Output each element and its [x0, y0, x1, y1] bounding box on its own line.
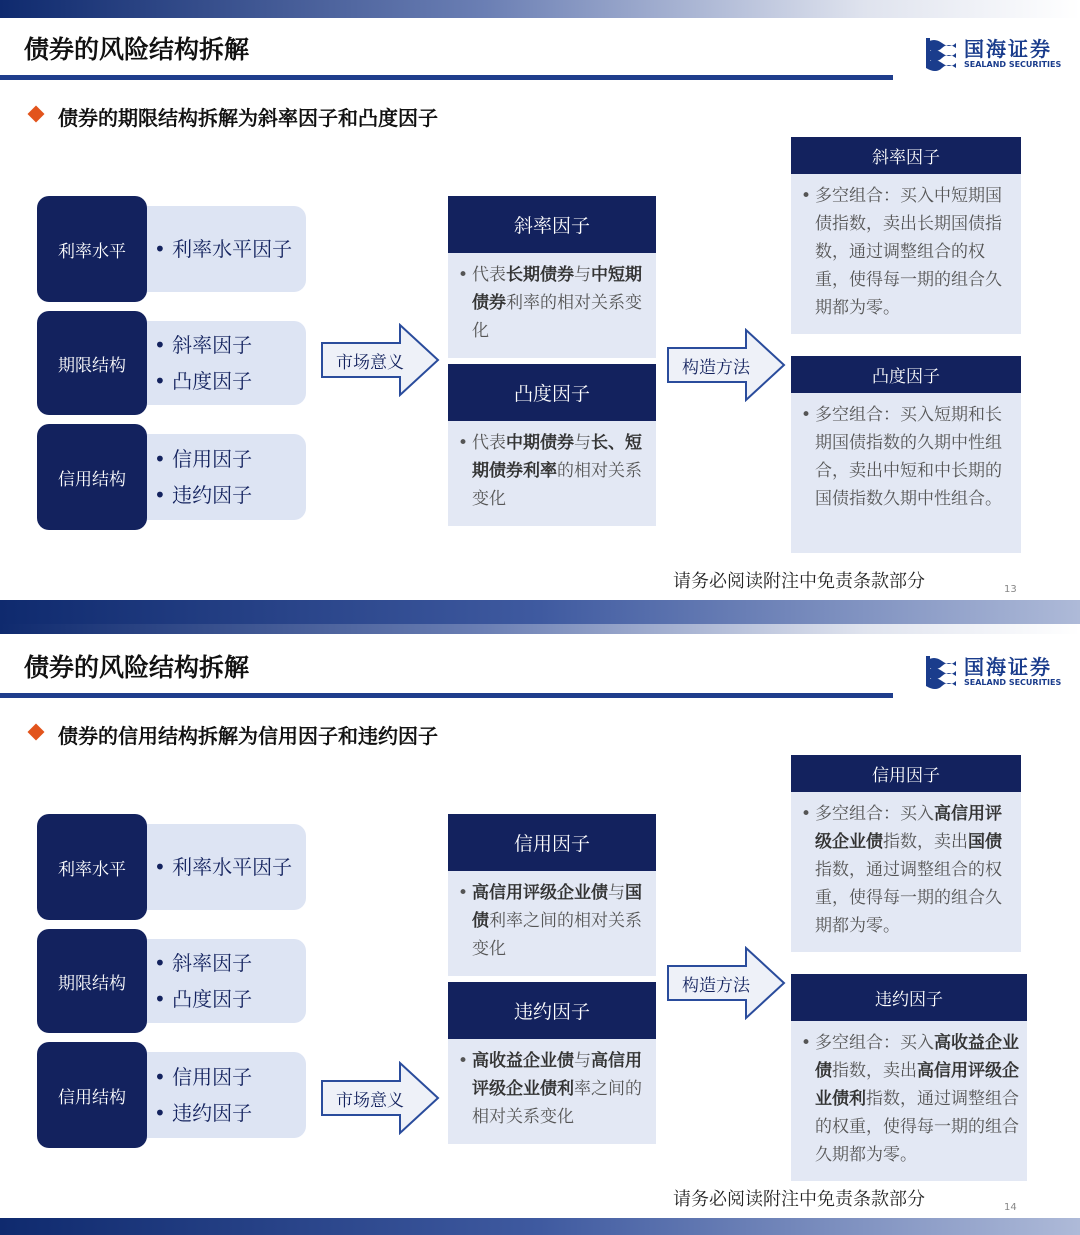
- row-item: • 违约因子: [154, 1101, 253, 1125]
- row-items-credit-structure: [140, 434, 306, 520]
- slide-subtitle: 债券的期限结构拆解为斜率因子和凸度因子: [58, 106, 438, 130]
- row-item: • 凸度因子: [154, 369, 253, 393]
- strategy-desc-slope: • 多空组合：买入中短期国债指数，卖出长期国债指数，通过调整组合的权重，使得每一期的组合久期都为零。: [791, 174, 1021, 334]
- row-items-term-structure: [140, 939, 306, 1023]
- page-number: 14: [1004, 1202, 1017, 1213]
- factor-title-credit: 信用因子: [448, 814, 656, 871]
- slide-title: 债券的风险结构拆解: [24, 35, 250, 64]
- strategy-title-convexity: 凸度因子: [791, 356, 1021, 393]
- market-meaning-label: 市场意义: [336, 1091, 404, 1111]
- title-underline: [0, 75, 893, 80]
- row-item: • 斜率因子: [154, 333, 253, 357]
- logo-english-name: SEALAND SECURITIES: [964, 60, 1062, 69]
- bullet-diamond-icon: [28, 106, 45, 123]
- row-items-rate-level: [140, 824, 306, 910]
- market-meaning-label: 市场意义: [336, 353, 404, 373]
- page-number: 13: [1004, 584, 1017, 595]
- logo-english-name: SEALAND SECURITIES: [964, 678, 1062, 687]
- construction-method-label: 构造方法: [682, 976, 750, 996]
- strategy-desc-convexity: • 多空组合：买入短期和长期国债指数的久期中性组合，卖出中短和中长期的国债指数久期中性组合。: [791, 393, 1021, 553]
- factor-desc-convexity: • 代表中期债券与长、短期债券利率的相对关系变化: [448, 421, 656, 526]
- disclaimer: 请务必阅读附注中免责条款部分: [673, 571, 925, 592]
- slide-title: 债券的风险结构拆解: [24, 653, 250, 682]
- disclaimer: 请务必阅读附注中免责条款部分: [673, 1189, 925, 1210]
- row-item: • 利率水平因子: [154, 855, 293, 879]
- strategy-title-slope: 斜率因子: [791, 137, 1021, 174]
- row-items-credit-structure: [140, 1052, 306, 1138]
- bottom-accent-bar: [0, 1218, 1080, 1235]
- row-item: • 利率水平因子: [154, 237, 293, 261]
- row-item: • 凸度因子: [154, 987, 253, 1011]
- sealand-logo: [920, 651, 1070, 691]
- row-item: • 信用因子: [154, 447, 253, 471]
- row-items-rate-level: [140, 206, 306, 292]
- strategy-title-default: 违约因子: [791, 974, 1027, 1021]
- strategy-desc-default: • 多空组合：买入高收益企业债指数，卖出高信用评级企业债利指数，通过调整组合的权重，使得每一期的组合久期都为零。: [791, 1021, 1027, 1181]
- slide-14: [0, 624, 1080, 1218]
- logo-chinese-name: 国海证券: [964, 37, 1052, 61]
- row-item: • 斜率因子: [154, 951, 253, 975]
- title-underline: [0, 693, 893, 698]
- row-item: • 违约因子: [154, 483, 253, 507]
- slide-13: [0, 0, 1080, 600]
- sealand-emblem-icon: [924, 653, 958, 689]
- factor-desc-slope: • 代表长期债券与中短期债券利率的相对关系变化: [448, 253, 656, 358]
- factor-desc-default: • 高收益企业债与高信用评级企业债利率之间的相对关系变化: [448, 1039, 656, 1144]
- row-items-term-structure: [140, 321, 306, 405]
- factor-title-default: 违约因子: [448, 982, 656, 1039]
- sealand-logo: [920, 33, 1070, 73]
- top-accent-bar: [0, 624, 1080, 634]
- top-accent-bar: [0, 0, 1080, 18]
- bullet-diamond-icon: [28, 724, 45, 741]
- row-label-credit-structure: 信用结构: [37, 1042, 147, 1148]
- bottom-accent-bar: [0, 600, 1080, 624]
- factor-desc-credit: • 高信用评级企业债与国债利率之间的相对关系变化: [448, 871, 656, 976]
- construction-method-label: 构造方法: [682, 358, 750, 378]
- row-item: • 信用因子: [154, 1065, 253, 1089]
- strategy-title-credit: 信用因子: [791, 755, 1021, 792]
- row-label-term-structure: 期限结构: [37, 929, 147, 1033]
- row-label-rate-level: 利率水平: [37, 196, 147, 302]
- slide-subtitle: 债券的信用结构拆解为信用因子和违约因子: [58, 724, 438, 748]
- factor-title-slope: 斜率因子: [448, 196, 656, 253]
- sealand-emblem-icon: [924, 35, 958, 71]
- row-label-term-structure: 期限结构: [37, 311, 147, 415]
- row-label-credit-structure: 信用结构: [37, 424, 147, 530]
- factor-title-convexity: 凸度因子: [448, 364, 656, 421]
- row-label-rate-level: 利率水平: [37, 814, 147, 920]
- logo-chinese-name: 国海证券: [964, 655, 1052, 679]
- strategy-desc-credit: • 多空组合：买入高信用评级企业债指数，卖出国债指数，通过调整组合的权重，使得每一期的组合久期都为零。: [791, 792, 1021, 952]
